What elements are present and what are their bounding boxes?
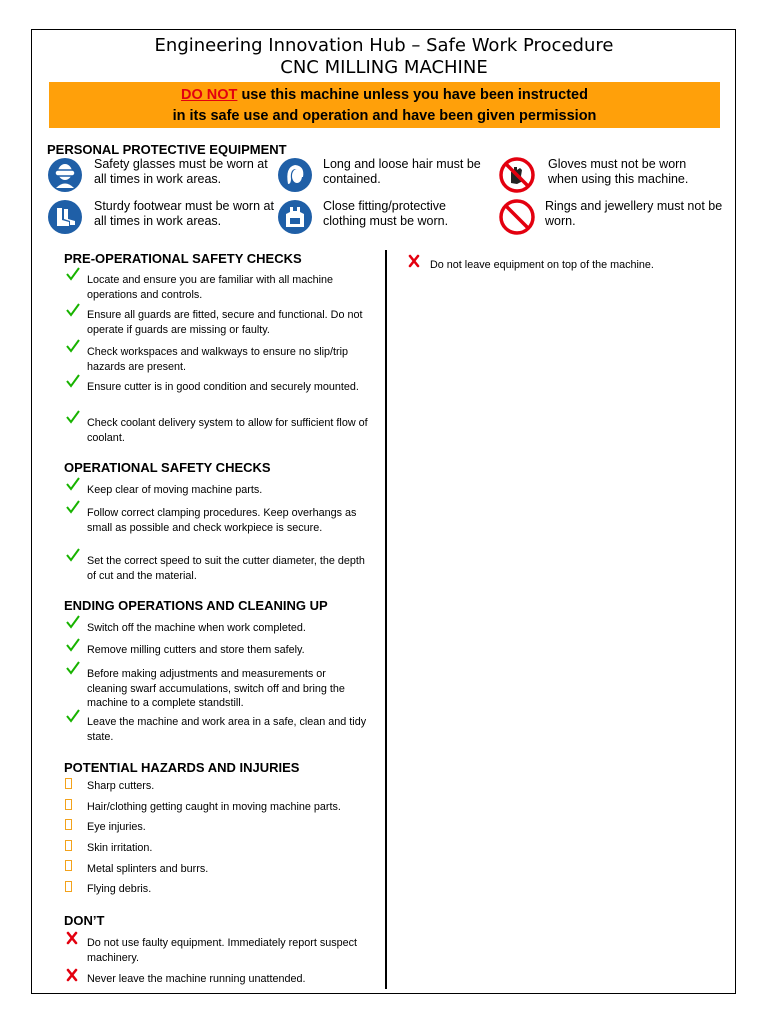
hazard-bullet-icon [65,881,72,892]
ppe-heading: PERSONAL PROTECTIVE EQUIPMENT [47,142,287,157]
no-gloves-icon [499,157,535,193]
protective-clothing-icon [277,199,313,235]
list-item: Flying debris. [87,883,152,895]
list-item: Keep clear of moving machine parts. [87,484,263,496]
cross-icon [65,931,79,945]
machine-title: CNC MILLING MACHINE [280,57,488,78]
warning-line2: in its safe use and operation and have been given permission [172,108,597,124]
check-icon [65,708,81,724]
list-item: Skin irritation. [87,842,153,854]
hazard-bullet-icon [65,840,72,851]
hazards-heading: POTENTIAL HAZARDS AND INJURIES [64,760,300,775]
list-item: Leave the machine and work area in a safe, clean and tidy state. [87,716,367,743]
list-item: Metal splinters and burrs. [87,863,209,875]
check-icon [65,302,81,318]
hazard-bullet-icon [65,799,72,810]
list-item: Before making adjustments and measurements or cleaning swarf accumulations, switch off and bring the machine to a complete standstill. [87,668,345,709]
dont-heading: DON’T [64,913,105,928]
list-item: Switch off the machine when work completed. [87,622,306,634]
warning-line1: use this machine unless you have been instructed [237,87,588,103]
list-item: Ensure all guards are fitted, secure and functional. Do not operate if guards are missing or faulty. [87,309,363,336]
document-title: Engineering Innovation Hub – Safe Work Procedure [154,35,614,56]
ppe-text-rings: Rings and jewellery must not be worn. [545,199,723,228]
operational-heading: OPERATIONAL SAFETY CHECKS [64,460,271,475]
check-icon [65,373,81,389]
hazard-bullet-icon [65,778,72,789]
safety-boots-icon [47,199,83,235]
list-item: Sharp cutters. [87,780,155,792]
long-hair-icon [277,157,313,193]
list-item: Check workspaces and walkways to ensure no slip/trip hazards are present. [87,346,349,373]
list-item: Hair/clothing getting caught in moving machine parts. [87,801,341,813]
list-item: Check coolant delivery system to allow for sufficient flow of coolant. [87,417,368,444]
list-item: Ensure cutter is in good condition and securely mounted. [87,381,359,393]
check-icon [65,266,81,282]
list-item: Remove milling cutters and store them safely. [87,644,305,656]
hazard-bullet-icon [65,819,72,830]
hazard-bullet-icon [65,860,72,871]
check-icon [65,637,81,653]
check-icon [65,476,81,492]
check-icon [65,547,81,563]
cross-icon [65,968,79,982]
list-item: Do not use faulty equipment. Immediately report suspect machinery. [87,937,358,964]
pre-operational-heading: PRE-OPERATIONAL SAFETY CHECKS [64,251,302,266]
check-icon [65,409,81,425]
list-item: Eye injuries. [87,821,146,833]
check-icon [65,338,81,354]
warning-banner [49,82,720,128]
cross-icon [407,254,421,268]
ppe-text-footwear: Sturdy footwear must be worn at all times in work areas. [94,199,274,228]
warning-emphasis: DO NOT [181,87,238,103]
list-item: Follow correct clamping procedures. Keep overhangs as small as possible and check workpiece is secure. [87,507,357,534]
ppe-text-glasses: Safety glasses must be worn at all times in work areas. [94,157,268,186]
list-item: Set the correct speed to suit the cutter diameter, the depth of cut and the material. [87,555,365,582]
check-icon [65,499,81,515]
list-item: Do not leave equipment on top of the machine. [430,259,654,271]
ppe-text-gloves: Gloves must not be worn when using this machine. [548,157,689,186]
no-rings-icon [499,199,535,235]
column-divider [385,250,387,989]
list-item: Never leave the machine running unattended. [87,973,306,985]
safety-glasses-icon [47,157,83,193]
ppe-text-hair: Long and loose hair must be contained. [323,157,481,186]
check-icon [65,660,81,676]
list-item: Locate and ensure you are familiar with all machine operations and controls. [87,274,334,301]
ppe-text-clothing: Close fitting/protective clothing must be worn. [323,199,449,228]
ending-heading: ENDING OPERATIONS AND CLEANING UP [64,598,328,613]
check-icon [65,614,81,630]
